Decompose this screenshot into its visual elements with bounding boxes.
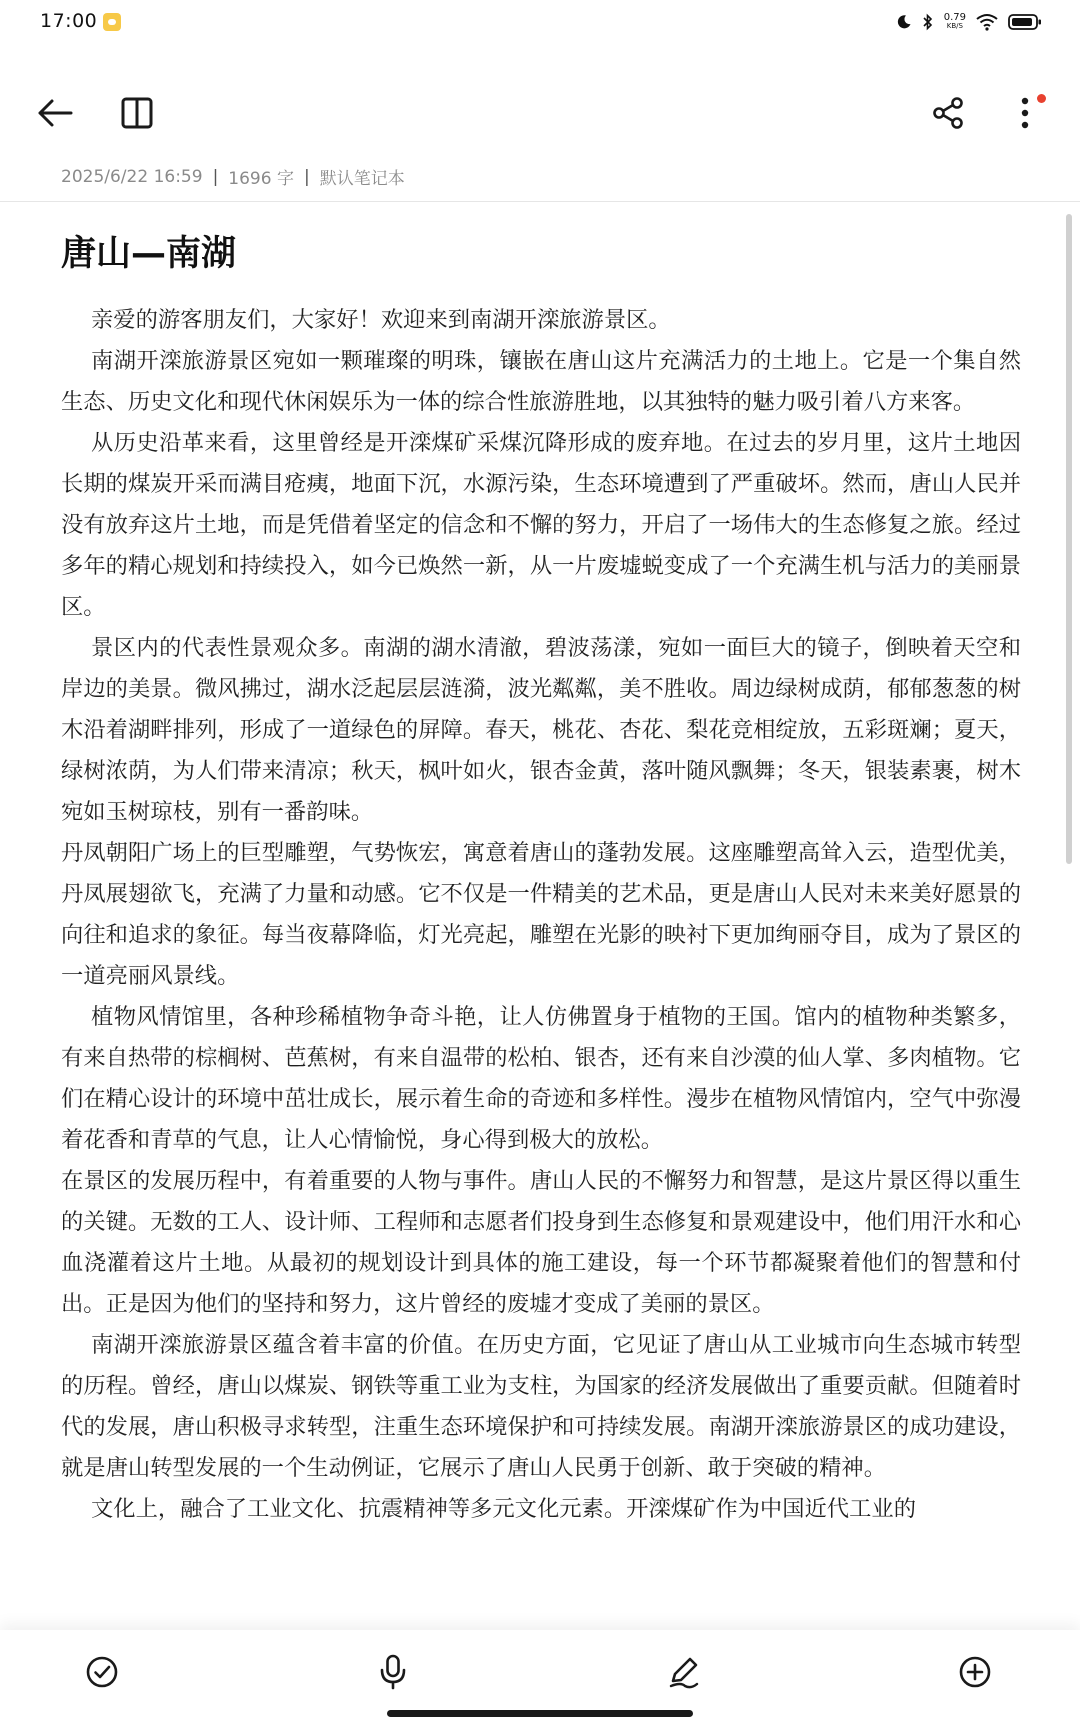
bluetooth-icon	[922, 13, 934, 31]
wifi-icon	[976, 13, 998, 31]
note-paragraph[interactable]: 植物风情馆里，各种珍稀植物争奇斗艳，让人仿佛置身于植物的王国。馆内的植物种类繁多，有来自热带的棕榈树、芭蕉树，有来自温带的松柏、银杏，还有来自沙漠的仙人掌、多肉植物。它们在精心设计的环境中茁壮成长，展示着生命的奇迹和多样性。漫步在植物风情馆内，空气中弥漫着花香和青草的气息，让人心情愉悦，身心得到极大的放松。	[61, 1004, 1021, 1153]
meta-separator: |	[212, 166, 219, 187]
split-view-icon	[121, 97, 153, 129]
header-divider	[0, 201, 1080, 202]
add-button[interactable]	[943, 1640, 1007, 1704]
note-title[interactable]: 唐山—南湖	[61, 234, 237, 274]
moon-icon	[896, 14, 912, 30]
home-indicator[interactable]	[387, 1710, 693, 1717]
note-paragraph[interactable]: 从历史沿革来看，这里曾经是开滦煤矿采煤沉降形成的废弃地。在过去的岁月里，这片土地因长期的煤炭开采而满目疮痍，地面下沉，水源污染，生态环境遭到了严重破坏。然而，唐山人民并没有放弃这片土地，而是凭借着坚定的信念和不懈的努力，开启了一场伟大的生态修复之旅。经过多年的精心规划和持续投入，如今已焕然一新，从一片废墟蜕变成了一个充满生机与活力的美丽景区。	[61, 430, 1021, 620]
note-paragraph[interactable]: 丹凤朝阳广场上的巨型雕塑，气势恢宏，寓意着唐山的蓬勃发展。这座雕塑高耸入云，造型优美，丹凤展翅欲飞，充满了力量和动感。它不仅是一件精美的艺术品，更是唐山人民对未来美好愿景的向往和追求的象征。每当夜幕降临，灯光亮起，雕塑在光影的映衬下更加绚丽夺目，成为了景区的一道亮丽风景线。	[61, 840, 1021, 989]
add-circle-icon	[958, 1655, 992, 1689]
note-paragraph[interactable]: 南湖开滦旅游景区宛如一颗璀璨的明珠，镶嵌在唐山这片充满活力的土地上。它是一个集自然生态、历史文化和现代休闲娱乐为一体的综合性旅游胜地，以其独特的魅力吸引着八方来客。	[61, 348, 1021, 415]
note-editor[interactable]	[61, 220, 1021, 1630]
share-icon	[932, 97, 964, 129]
share-button[interactable]	[913, 78, 983, 148]
network-speed-value: 0.79	[943, 12, 966, 23]
voice-input-button[interactable]	[361, 1640, 425, 1704]
note-paragraph[interactable]: 景区内的代表性景观众多。南湖的湖水清澈，碧波荡漾，宛如一面巨大的镜子，倒映着天空和岸边的美景。微风拂过，湖水泛起层层涟漪，波光粼粼，美不胜收。周边绿树成荫，郁郁葱葱的树木沿着湖畔排列，形成了一道绿色的屏障。春天，桃花、杏花、梨花竞相绽放，五彩斑斓；夏天，绿树浓荫，为人们带来清凉；秋天，枫叶如火，银杏金黄，落叶随风飘舞；冬天，银装素裹，树木宛如玉树琼枝，别有一番韵味。	[61, 635, 1021, 825]
checklist-icon	[85, 1655, 119, 1689]
status-icons	[896, 8, 1042, 36]
more-options-button[interactable]	[990, 78, 1060, 148]
battery-icon	[1008, 13, 1042, 31]
scrollbar-thumb[interactable]	[1066, 214, 1072, 864]
handwriting-button[interactable]	[652, 1640, 716, 1704]
note-paragraph[interactable]: 南湖开滦旅游景区蕴含着丰富的价值。在历史方面，它见证了唐山从工业城市向生态城市转型的历程。曾经，唐山以煤炭、钢铁等重工业为支柱，为国家的经济发展做出了重要贡献。但随着时代的发展，唐山积极寻求转型，注重生态环境保护和可持续发展。南湖开滦旅游景区的成功建设，就是唐山转型发展的一个生动例证，它展示了唐山人民勇于创新、敢于突破的精神。	[61, 1332, 1021, 1481]
note-datetime: 2025/6/22 16:59	[61, 166, 203, 187]
note-meta	[61, 164, 405, 189]
status-time: 17:00	[40, 10, 98, 32]
back-button[interactable]	[20, 78, 90, 148]
note-paragraph[interactable]: 文化上，融合了工业文化、抗震精神等多元文化元素。开滦煤矿作为中国近代工业的	[91, 1496, 916, 1522]
notification-app-icon	[103, 13, 121, 31]
note-paragraph[interactable]: 在景区的发展历程中，有着重要的人物与事件。唐山人民的不懈努力和智慧，是这片景区得以重生的关键。无数的工人、设计师、工程师和志愿者们投身到生态修复和景观建设中，他们用汗水和心血浇灌着这片土地。从最初的规划设计到具体的施工建设，每一个环节都凝聚着他们的智慧和付出。正是因为他们的坚持和努力，这片曾经的废墟才变成了美丽的景区。	[61, 1168, 1021, 1317]
note-notebook[interactable]: 默认笔记本	[319, 169, 405, 189]
note-paragraph[interactable]: 亲爱的游客朋友们，大家好！欢迎来到南湖开滦旅游景区。	[91, 307, 671, 333]
back-arrow-icon	[37, 98, 73, 128]
checklist-button[interactable]	[70, 1640, 134, 1704]
split-view-button[interactable]	[102, 78, 172, 148]
notification-badge-dot	[1037, 94, 1046, 103]
note-word-count: 1696 字	[228, 169, 294, 189]
meta-separator: |	[303, 166, 310, 187]
microphone-icon	[379, 1654, 407, 1690]
more-vertical-icon	[1020, 96, 1030, 130]
network-speed	[944, 13, 966, 31]
pen-icon	[667, 1655, 701, 1689]
network-speed-unit: KB/S	[946, 22, 963, 30]
note-toolbar	[0, 78, 1080, 148]
status-bar	[0, 0, 1080, 48]
scrollbar[interactable]	[1066, 214, 1072, 1626]
